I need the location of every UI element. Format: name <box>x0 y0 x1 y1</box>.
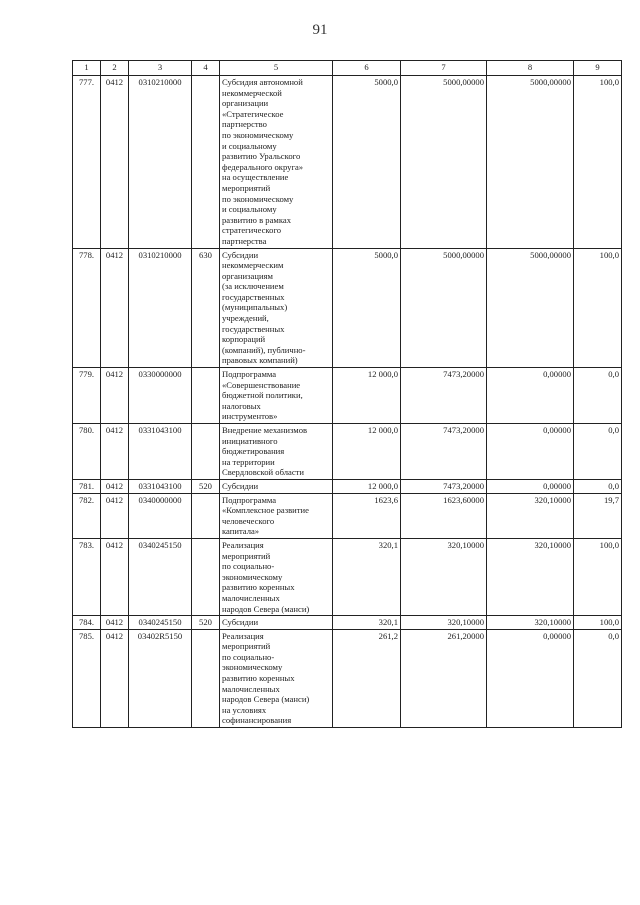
section-code: 0412 <box>101 629 129 727</box>
table-row <box>73 538 622 615</box>
percent-executed: 100,0 <box>574 616 622 630</box>
column-header: 5 <box>220 61 333 76</box>
item-name: Реализация мероприятий по социально- экономическому развитию коренных малочисленных народов Севера (манси) <box>220 538 333 615</box>
page-number: 91 <box>312 22 328 38</box>
item-name: Субсидия автономной некоммерческой организации «Стратегическое партнерство по экономическому и социальному развитию Уральского федерального округа» на осуществление мероприятий по экономическому и социальному развитию в рамках стратегического партнерства <box>220 76 333 249</box>
table-row <box>73 368 622 424</box>
col7-amount: 7473,20000 <box>401 479 487 493</box>
col7-amount: 7473,20000 <box>401 424 487 480</box>
item-name: Подпрограмма «Совершенствование бюджетной политики, налоговых инструментов» <box>220 368 333 424</box>
planned-amount: 12 000,0 <box>333 479 401 493</box>
percent-executed: 100,0 <box>574 248 622 368</box>
column-header: 1 <box>73 61 101 76</box>
table-row <box>73 629 622 727</box>
item-name: Субсидии <box>220 616 333 630</box>
section-code: 0412 <box>101 616 129 630</box>
row-number: 778. <box>73 248 101 368</box>
executed-amount: 320,10000 <box>487 538 574 615</box>
row-number: 784. <box>73 616 101 630</box>
planned-amount: 261,2 <box>333 629 401 727</box>
planned-amount: 320,1 <box>333 616 401 630</box>
row-number: 780. <box>73 424 101 480</box>
col7-amount: 320,10000 <box>401 538 487 615</box>
type-code: 520 <box>192 616 220 630</box>
col7-amount: 320,10000 <box>401 616 487 630</box>
type-code <box>192 424 220 480</box>
target-code: 03402R5150 <box>129 629 192 727</box>
section-code: 0412 <box>101 248 129 368</box>
executed-amount: 5000,00000 <box>487 76 574 249</box>
section-code: 0412 <box>101 538 129 615</box>
section-code: 0412 <box>101 368 129 424</box>
column-header: 3 <box>129 61 192 76</box>
row-number: 783. <box>73 538 101 615</box>
type-code <box>192 493 220 538</box>
target-code: 0340245150 <box>129 538 192 615</box>
section-code: 0412 <box>101 424 129 480</box>
type-code <box>192 538 220 615</box>
type-code: 520 <box>192 479 220 493</box>
item-name: Внедрение механизмов инициативного бюджетирования на территории Свердловской области <box>220 424 333 480</box>
budget-table <box>72 60 622 728</box>
table-row <box>73 424 622 480</box>
row-number: 785. <box>73 629 101 727</box>
target-code: 0331043100 <box>129 424 192 480</box>
column-header: 8 <box>487 61 574 76</box>
type-code <box>192 368 220 424</box>
table-row <box>73 493 622 538</box>
percent-executed: 0,0 <box>574 424 622 480</box>
col7-amount: 261,20000 <box>401 629 487 727</box>
planned-amount: 12 000,0 <box>333 424 401 480</box>
column-header: 9 <box>574 61 622 76</box>
col7-amount: 1623,60000 <box>401 493 487 538</box>
item-name: Реализация мероприятий по социально- экономическому развитию коренных малочисленных народов Севера (манси) на условиях софинансирования <box>220 629 333 727</box>
executed-amount: 0,00000 <box>487 368 574 424</box>
planned-amount: 5000,0 <box>333 76 401 249</box>
type-code: 630 <box>192 248 220 368</box>
row-number: 779. <box>73 368 101 424</box>
item-name: Подпрограмма «Комплексное развитие человеческого капитала» <box>220 493 333 538</box>
planned-amount: 320,1 <box>333 538 401 615</box>
column-header: 6 <box>333 61 401 76</box>
percent-executed: 0,0 <box>574 479 622 493</box>
percent-executed: 0,0 <box>574 368 622 424</box>
executed-amount: 320,10000 <box>487 616 574 630</box>
percent-executed: 0,0 <box>574 629 622 727</box>
percent-executed: 100,0 <box>574 76 622 249</box>
target-code: 0310210000 <box>129 76 192 249</box>
section-code: 0412 <box>101 493 129 538</box>
table-row <box>73 616 622 630</box>
item-name: Субсидии некоммерческим организациям (за исключением государственных (муниципальных) учреждений, государственных корпораций (компаний), публично- правовых компаний) <box>220 248 333 368</box>
col7-amount: 7473,20000 <box>401 368 487 424</box>
column-header: 4 <box>192 61 220 76</box>
type-code <box>192 629 220 727</box>
executed-amount: 0,00000 <box>487 479 574 493</box>
executed-amount: 320,10000 <box>487 493 574 538</box>
planned-amount: 12 000,0 <box>333 368 401 424</box>
percent-executed: 100,0 <box>574 538 622 615</box>
table-row <box>73 76 622 249</box>
percent-executed: 19,7 <box>574 493 622 538</box>
target-code: 0340245150 <box>129 616 192 630</box>
column-header: 7 <box>401 61 487 76</box>
header-row <box>73 61 622 76</box>
target-code: 0340000000 <box>129 493 192 538</box>
planned-amount: 1623,6 <box>333 493 401 538</box>
type-code <box>192 76 220 249</box>
section-code: 0412 <box>101 479 129 493</box>
row-number: 782. <box>73 493 101 538</box>
executed-amount: 5000,00000 <box>487 248 574 368</box>
executed-amount: 0,00000 <box>487 629 574 727</box>
section-code: 0412 <box>101 76 129 249</box>
planned-amount: 5000,0 <box>333 248 401 368</box>
target-code: 0330000000 <box>129 368 192 424</box>
row-number: 777. <box>73 76 101 249</box>
row-number: 781. <box>73 479 101 493</box>
table-row <box>73 248 622 368</box>
target-code: 0310210000 <box>129 248 192 368</box>
column-header: 2 <box>101 61 129 76</box>
col7-amount: 5000,00000 <box>401 76 487 249</box>
target-code: 0331043100 <box>129 479 192 493</box>
executed-amount: 0,00000 <box>487 424 574 480</box>
col7-amount: 5000,00000 <box>401 248 487 368</box>
item-name: Субсидии <box>220 479 333 493</box>
table-row <box>73 479 622 493</box>
